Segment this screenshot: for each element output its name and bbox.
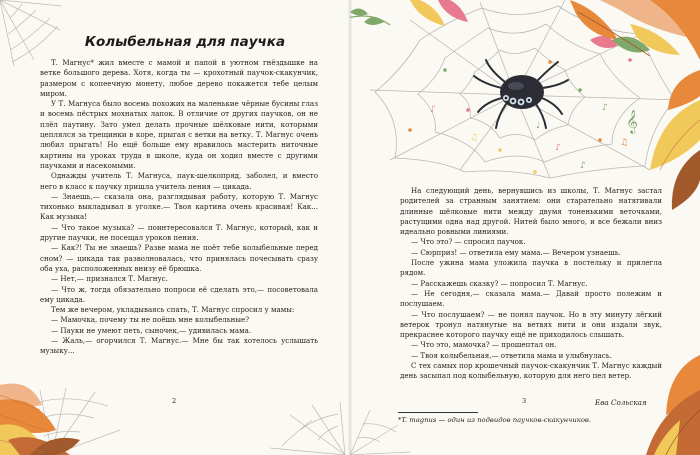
svg-text:𝄞: 𝄞 <box>626 109 638 133</box>
paragraph: — Пауки не умеют петь, сыночек,— удивилась мама. <box>51 325 252 335</box>
cobweb-icon <box>0 0 62 66</box>
svg-text:♪: ♪ <box>602 103 608 113</box>
svg-text:♫: ♫ <box>620 138 629 148</box>
paragraph: С тех самых пор крошечный паучок-скакунчик Т. Магнус каждый день засыпал под колыбельную, которую для него пел ветер. <box>400 361 662 381</box>
paragraph: — Не сегодня,— сказала мама.— Давай просто полежим и послушаем. <box>400 288 662 309</box>
paragraph: — Нет,— признался Т. Магнус. <box>51 274 168 284</box>
paragraph: Однажды учитель Т. Магнуса, паук-шелкопряд, заболел, и вместо него в класс к паучку пришла учитель пения — цикада. <box>40 171 318 191</box>
svg-text:♩: ♩ <box>536 121 541 131</box>
page-number-right: 3 <box>522 397 527 405</box>
paragraph: — Что послушаем? — не понял паучок. Но в эту минуту лёгкий ветерок тронул натянутые на ветвях нити и они издали звук, прекраснее которого паучку ещё не приходилось слышать. <box>400 309 662 340</box>
left-page-text <box>40 58 318 357</box>
paragraph: — Что это? — спросил паучок. <box>411 237 526 247</box>
paragraph: — Что это, мамочка? — прошептал он. <box>411 340 557 350</box>
svg-text:♫: ♫ <box>470 133 479 143</box>
paragraph: — Как?! Ты не знаешь? Разве мама не поёт тебе колыбельные перед сном? — цикада так разволновалась, что принялась почесывать сразу оба уха, расположенных внизу её брюшка. <box>40 243 318 273</box>
footnote: *T. magnus — один из подвидов паучков-скакунчиков. <box>398 416 592 424</box>
paragraph: Тем же вечером, укладываясь спать, Т. Магнус спросил у мамы: <box>51 305 295 315</box>
right-page-text <box>400 186 662 382</box>
author-name: Ева Сольская <box>595 398 647 407</box>
svg-text:♪: ♪ <box>555 143 561 153</box>
paragraph: — Твоя колыбельная,— ответила мама и улыбнулась. <box>411 350 612 360</box>
paragraph: — Знаешь,— сказала она, разглядывая работу, которую Т. Магнус тихонько выкладывал в уголке.— Твоя картина очень красивая! Как... Как музыка! <box>40 191 318 222</box>
paragraph: — Расскажешь сказку? — попросил Т. Магнус. <box>411 278 588 288</box>
svg-text:♪: ♪ <box>430 105 436 115</box>
paragraph: — Жаль,— огорчился Т. Магнус.— Мне бы так хотелось услышать музыку... <box>40 336 318 356</box>
paragraph: У Т. Магнуса было восемь похожих на маленькие чёрные бусины глаз и восемь пёстрых мохнатых лапок. В отличие от других паучков, он не плёл паутину. Зато умел делать прочные шёлковые нити, которыми цеплялся за трещинки в коре, прыгая с ветки на ветку. Т. Магнус очень любил прыгать! Но ещё больше ему нравилось мастерить ниточные картины на уроках труда в школе, куда он ходил вместе с другими паучками и насекомыми. <box>40 99 318 170</box>
page-number-left: 2 <box>172 397 177 405</box>
paragraph: — Что такое музыка? — поинтересовался Т. Магнус, который, как и другие паучки, не посещал уроков пения. <box>40 222 318 243</box>
paragraph: После ужина мама уложила паучка в постельку и прилегла рядом. <box>400 258 662 278</box>
footnote-rule <box>398 412 478 413</box>
paragraph: Т. Магнус* жил вместе с мамой и папой в уютном гнёздышке на ветке большого дерева. Хотя, когда ты — крохотный паучок-скакунчик, размером с копеечную монету, любое дерево покажется тебе целым миром. <box>40 58 318 98</box>
paragraph: На следующий день, вернувшись из школы, Т. Магнус застал родителей за странным занятием: они старательно натягивали длинные шёлковые нити между двумя тоненькими веточками, растущими одна над другой. Нитей было много, и все бежали вниз идеально ровными линиями. <box>400 186 662 237</box>
svg-text:♪: ♪ <box>580 161 586 171</box>
treble-clef-icon <box>626 109 638 134</box>
leaf-icon <box>0 384 80 455</box>
right-page <box>350 0 700 455</box>
paragraph: — Мамочка, почему ты не поёшь мне колыбельные? <box>51 315 250 325</box>
cobweb-icon <box>270 402 345 455</box>
paragraph: — Что ж, тогда обязательно попроси её сделать это,— посоветовала ему цикада. <box>40 284 318 304</box>
story-title: Колыбельная для паучка <box>84 34 286 50</box>
paragraph: — Сюрприз! — ответила ему мама.— Вечером узнаешь. <box>411 247 621 257</box>
